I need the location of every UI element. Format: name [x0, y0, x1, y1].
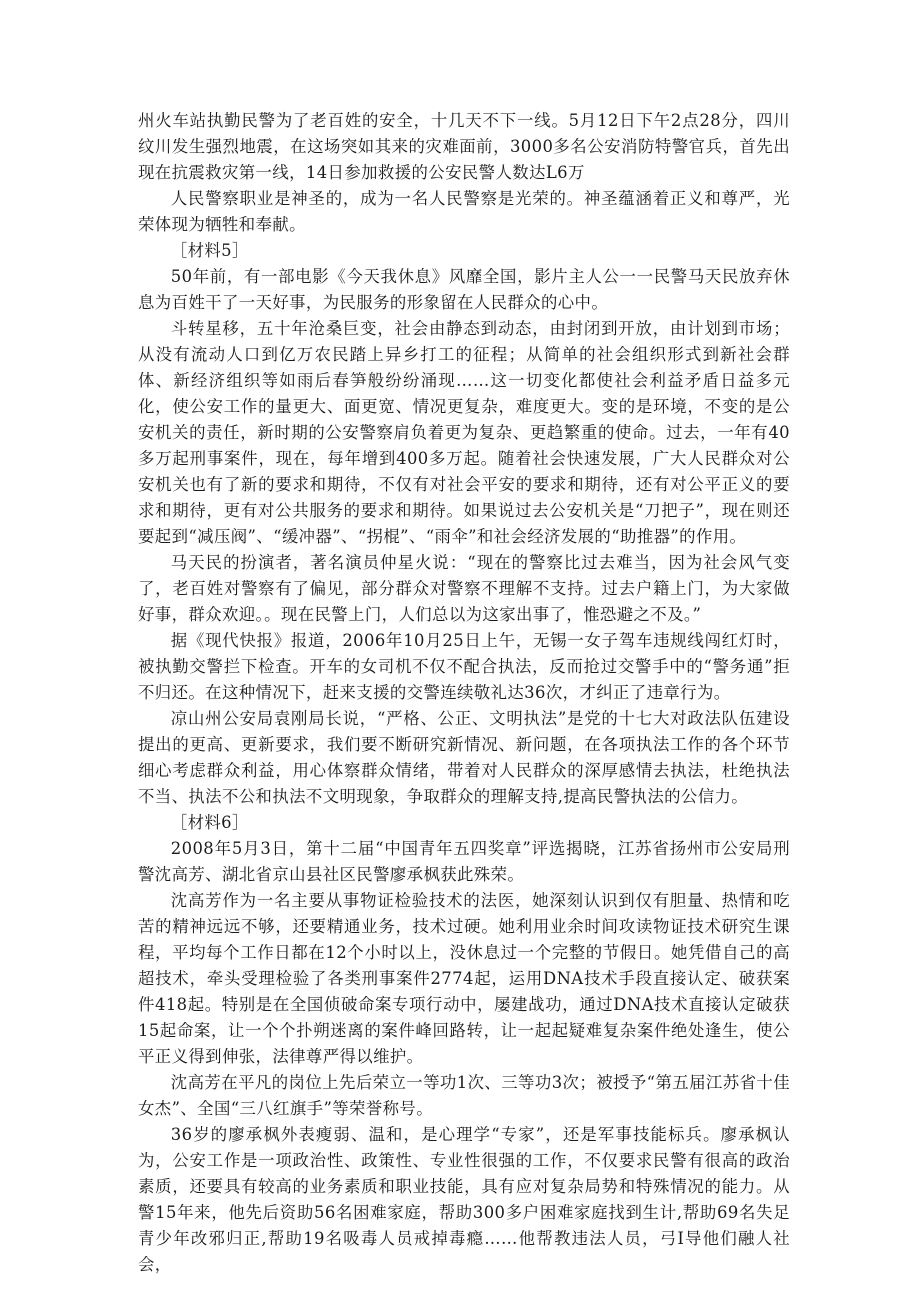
paragraph-continued: 州火车站执勤民警为了老百姓的安全，十几天不下一线。5月12日下午2点28分，四川纹川发生强烈地震，在这场突如其来的灾难面前，3000多名公安消防特警官兵，首先出现在抗震救灾第一线，14日参加救援的公安民警人数达L6万 [138, 111, 790, 182]
paragraph-award: 2008年5月3日，第十二届“中国青年五四奖章”评选揭晓，江苏省扬州市公安局刑警沈高芳、湖北省京山县社区民警廖承枫获此殊荣。 [138, 839, 790, 884]
material-6-label: ［材料6］ [170, 813, 249, 832]
paragraph-shen-honors: 沈高芳在平凡的岗位上先后荣立一等功1次、三等功3次；被授予“第五届江苏省十佳女杰”、全国“三八红旗手”等荣誉称号。 [138, 1073, 790, 1118]
paragraph-liao-chengfeng: 36岁的廖承枫外表瘦弱、温和，是心理学“专家”，还是军事技能标兵。廖承枫认为，公安工作是一项政治性、政策性、专业性很强的工作，不仅要求民警有很高的政治素质，还要具有较高的业务素质和职业技能，具有应对复杂局势和特殊情况的能力。从警15年来，他先后资助56名困难家庭，帮助300多户困难家庭找到生计,帮助69名失足青少年改邪归正,帮助19名吸毒人员戒掉毒瘾……他帮教违法人员，弓I导他们融人社会， [138, 1125, 790, 1274]
paragraph-social-change: 斗转星移，五十年沧桑巨变，社会由静态到动态，由封闭到开放，由计划到市场；从没有流动人口到亿万农民踏上异乡打工的征程；从简单的社会组织形式到新社会群体、新经济组织等如雨后春笋般纷纷涌现……这一切变化都使社会利益矛盾日益多元化，使公安工作的量更大、面更宽、情况更复杂，难度更大。变的是环境，不变的是公安机关的责任，新时期的公安警察肩负着更为复杂、更趋繁重的使命。过去，一年有40多万起刑事案件，现在，每年增到400多万起。随着社会快速发展，广大人民群众对公安机关也有了新的要求和期待，不仅有对社会平安的要求和期待，还有对公平正义的要求和期待，更有对公共服务的要求和期待。如果说过去公安机关是“刀把子”，现在则还要起到“减压阀”、“缓冲器”、“拐棍”、“雨伞”和社会经济发展的“助推器”的作用。 [138, 319, 790, 546]
paragraph-movie: 50年前，有一部电影《今天我休息》风靡全国，影片主人公一一民警马天民放弃休息为百姓干了一天好事，为民服务的形象留在人民群众的心中。 [138, 267, 790, 312]
material-5-label: ［材料5］ [170, 241, 249, 260]
paragraph-shen-gaofang: 沈高芳作为一名主要从事物证检验技术的法医，她深刻认识到仅有胆量、热情和吃苦的精神远远不够，还要精通业务，技术过硬。她利用业余时间攻读物证技术研究生课程，平均每个工作日都在12个小时以上，没休息过一个完整的节假日。她凭借自己的高超技术，牵头受理检验了各类刑事案件2774起，运用DNA技术手段直接认定、破获案件418起。特别是在全国侦破命案专项行动中，屡建战功，通过DNA技术直接认定破获15起命案，让一个个扑朔迷离的案件峰回路转，让一起起疑难复杂案件绝处逢生，使公平正义得到伸张，法律尊严得以维护。 [138, 891, 790, 1066]
document-body [138, 108, 790, 1278]
paragraph-police-profession: 人民警察职业是神圣的，成为一名人民警察是光荣的。神圣蕴涵着正义和尊严，光荣体现为牺牲和奉献。 [138, 189, 790, 234]
paragraph-actor-quote: 马天民的扮演者，著名演员仲星火说：“现在的警察比过去难当，因为社会风气变了，老百姓对警察有了偏见，部分群众对警察不理解不支持。过去户籍上门，为大家做好事，群众欢迎。。现在民警上门，人们总以为这家出事了，惟恐避之不及。” [138, 553, 790, 624]
paragraph-news-report: 据《现代快报》报道，2006年10月25日上午，无锡一女子驾车违规线闯红灯时，被执勤交警拦下检查。开车的女司机不仅不配合执法，反而抢过交警手中的“警务通”拒不归还。在这种情况下，赶来支援的交警连续敬礼达36次，才纠正了违章行为。 [138, 631, 790, 702]
paragraph-director-quote: 凉山州公安局袁刚局长说，“严格、公正、文明执法”是党的十七大对政法队伍建设提出的更高、更新要求，我们要不断研究新情况、新问题，在各项执法工作的各个环节细心考虑群众利益，用心体察群众情绪，带着对人民群众的深厚感情去执法，杜绝执法不当、执法不公和执法不文明现象，争取群众的理解支持,提高民警执法的公信力。 [138, 709, 790, 806]
